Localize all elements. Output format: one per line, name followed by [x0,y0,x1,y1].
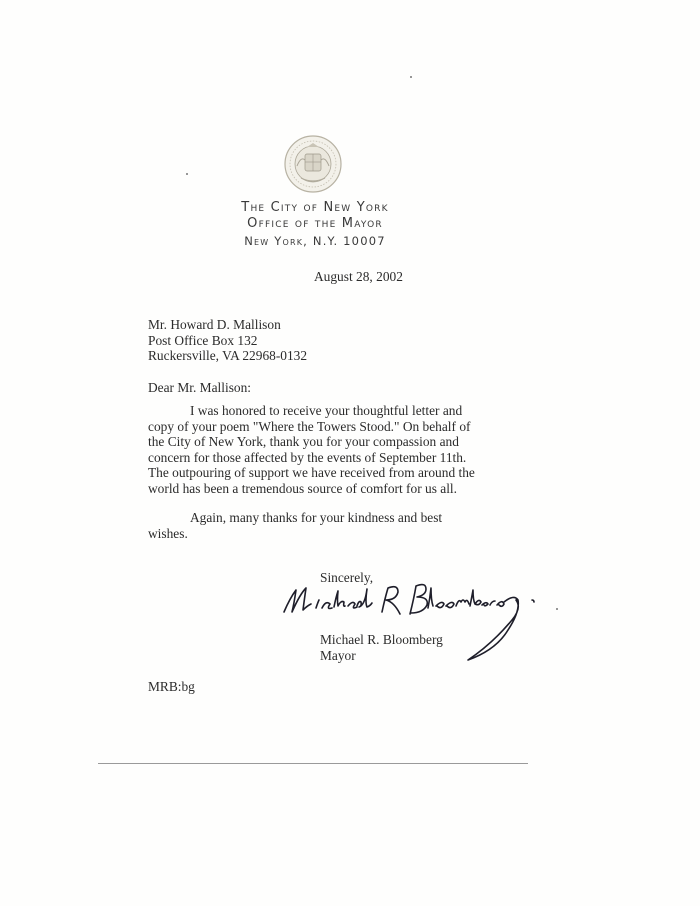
paragraph-line: Again, many thanks for your kindness and best [190,510,443,525]
letterhead-city: The City of New York [241,200,389,215]
scan-speck [186,173,188,175]
paragraph-line: wishes. [148,525,188,541]
paragraph-line: concern for those affected by the events of September 11th. [148,449,467,465]
reference-initials: MRB:bg [148,679,195,694]
salutation: Dear Mr. Mallison: [148,380,252,395]
body-paragraph-2 [148,510,442,541]
recipient-address-block [148,317,307,364]
city-seal-icon [283,134,343,194]
closing: Sincerely, [320,570,374,585]
letterhead-office: Office of the Mayor [247,216,383,231]
paragraph-line: world has been a tremendous source of comfort for us all. [148,480,458,496]
signer-title: Mayor [320,647,356,663]
paragraph-line: The outpouring of support we have received from around the [148,465,475,481]
letterhead [200,200,430,249]
letter-date: August 28, 2002 [314,269,403,284]
bottom-divider [98,763,528,764]
paragraph-line: the City of New York, thank you for your compassion and [148,434,459,450]
paragraph-line: copy of your poem "Where the Towers Stood." On behalf of [148,418,471,434]
signer-block [320,632,443,663]
signer-name: Michael R. Bloomberg [320,632,443,647]
scan-speck [556,608,558,610]
body-paragraph-1 [148,403,475,497]
recipient-address-line1: Post Office Box 132 [148,332,258,348]
scan-speck [410,76,412,78]
recipient-address-line2: Ruckersville, VA 22968-0132 [148,348,308,364]
letterhead-address: New York, N.Y. 10007 [244,234,386,248]
paragraph-line: I was honored to receive your thoughtful letter and [190,403,463,418]
recipient-name: Mr. Howard D. Mallison [148,317,281,332]
